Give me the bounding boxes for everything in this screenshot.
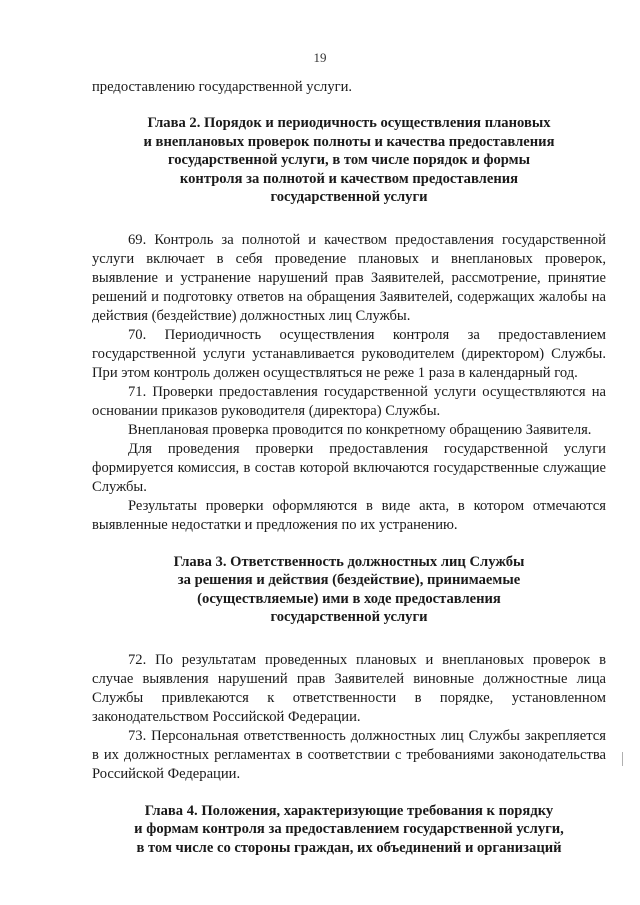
- heading-line: Глава 3. Ответственность должностных лиц Службы: [173, 553, 525, 570]
- paragraph-results: Результаты проверки оформляются в виде акта, в котором отмечаются выявленные недостатки и предложения по их устранению.: [92, 497, 606, 533]
- paragraph-72: 72. По результатам проведенных плановых и внеплановых проверок в случае выявления нарушений прав Заявителей виновные должностные лица Службы привлекаются к ответственности в порядке, установленном законодательством Российской Федерации.: [92, 651, 606, 725]
- paragraph-unscheduled-check: Внеплановая проверка проводится по конкретному обращению Заявителя.: [128, 421, 592, 438]
- heading-line: государственной услуги: [270, 189, 428, 205]
- heading-line: и формам контроля за предоставлением государственной услуги,: [134, 821, 564, 837]
- heading-line: (осуществляемые) ими в ходе предоставления: [197, 590, 501, 607]
- scan-margin-mark: [622, 752, 623, 766]
- heading-line: в том числе со стороны граждан, их объединений и организаций: [136, 839, 562, 856]
- heading-line: государственной услуги: [270, 609, 428, 625]
- heading-line: Глава 2. Порядок и периодичность осуществления плановых: [147, 115, 551, 131]
- page-number: 19: [313, 50, 327, 65]
- paragraph-69: 69. Контроль за полнотой и качеством предоставления государственной услуги включает в себя проведение плановых и внеплановых проверок, выявление и устранение нарушений прав Заявителей, рассмотрение, принятие решений и подготовку ответов на обращения Заявителей, содержащих жалобы на действия (бездействие) должностных лиц Службы.: [92, 231, 606, 324]
- paragraph-commission: Для проведения проверки предоставления государственной услуги формируется комиссия, в состав которой включаются государственные служащие Службы.: [92, 440, 606, 495]
- heading-line: государственной услуги, в том числе порядок и формы: [167, 152, 530, 168]
- page-content: [92, 78, 606, 881]
- paragraph-73: 73. Персональная ответственность должностных лиц Службы закрепляется в их должностных регламентах в соответствии с требованиями законодательства Российской Федерации.: [92, 727, 606, 782]
- paragraph-70: 70. Периодичность осуществления контроля за предоставлением государственной услуги устанавливается руководителем (директором) Службы. При этом контроль должен осуществляться не реже 1 раза в календарный год.: [92, 326, 606, 381]
- heading-line: и внеплановых проверок полноты и качества предоставления: [143, 133, 555, 150]
- heading-line: Глава 4. Положения, характеризующие требования к порядку: [144, 802, 554, 819]
- heading-line: контроля за полнотой и качеством предоставления: [179, 170, 519, 187]
- continuation-text: предоставлению государственной услуги.: [92, 79, 353, 95]
- heading-line: за решения и действия (бездействие), принимаемые: [177, 572, 521, 588]
- chapter-3-heading: [92, 553, 606, 627]
- paragraph-71: 71. Проверки предоставления государственной услуги осуществляются на основании приказов руководителя (директора) Службы.: [92, 383, 606, 419]
- chapter-2-heading: [92, 114, 606, 207]
- chapter-4-heading: [92, 802, 606, 858]
